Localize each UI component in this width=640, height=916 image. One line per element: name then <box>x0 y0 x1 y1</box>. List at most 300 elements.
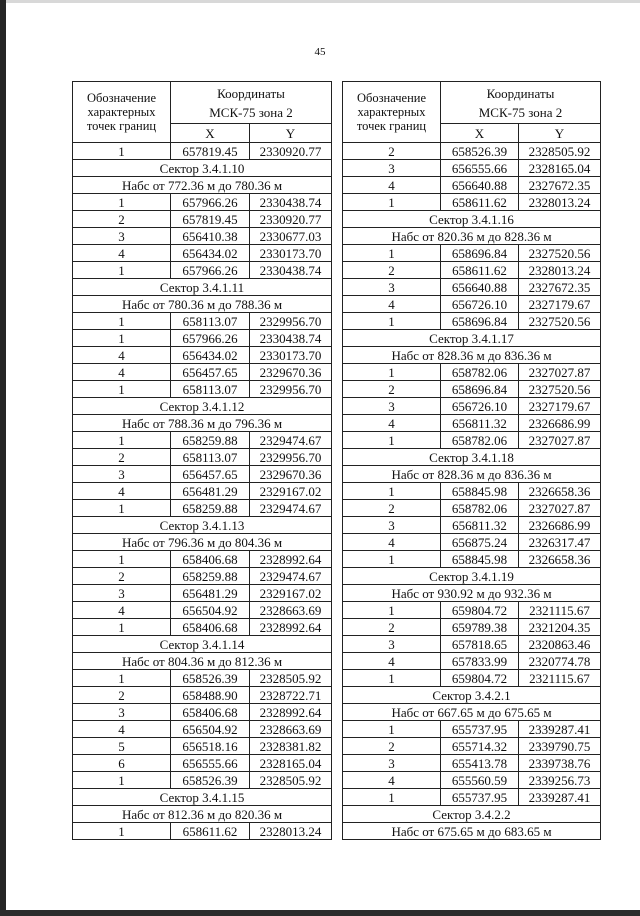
x-value: 658845.98 <box>441 551 519 568</box>
x-value: 658526.39 <box>171 772 250 789</box>
y-value: 2327027.87 <box>519 364 601 381</box>
sector-range: Набс от 667.65 м до 675.65 м <box>343 704 601 721</box>
x-value: 658406.68 <box>171 704 250 721</box>
scan-top-edge <box>0 0 640 3</box>
sector-range: Набс от 828.36 м до 836.36 м <box>343 347 601 364</box>
y-value: 2339256.73 <box>519 772 601 789</box>
table-row <box>343 262 601 279</box>
table-row <box>343 177 601 194</box>
x-value: 656410.38 <box>171 228 250 245</box>
table-row <box>73 245 332 262</box>
point-number: 1 <box>73 551 171 568</box>
x-value: 657966.26 <box>171 262 250 279</box>
y-value: 2328505.92 <box>519 143 601 160</box>
x-value: 658259.88 <box>171 500 250 517</box>
x-value: 656811.32 <box>441 517 519 534</box>
table-row <box>343 602 601 619</box>
sector-title-row <box>73 789 332 806</box>
point-number: 1 <box>73 313 171 330</box>
table-row <box>73 823 332 840</box>
x-value: 656726.10 <box>441 296 519 313</box>
x-value: 655560.59 <box>441 772 519 789</box>
x-value: 655737.95 <box>441 721 519 738</box>
y-value: 2329474.67 <box>250 500 332 517</box>
sector-title-row <box>73 160 332 177</box>
sector-title: Сектор 3.4.1.16 <box>343 211 601 228</box>
sector-title: Сектор 3.4.1.12 <box>73 398 332 415</box>
sector-title: Сектор 3.4.1.17 <box>343 330 601 347</box>
coordinates-title: Координаты <box>217 85 285 101</box>
table-row <box>73 687 332 704</box>
table-row <box>343 245 601 262</box>
point-number: 1 <box>343 483 441 500</box>
sector-range: Набс от 796.36 м до 804.36 м <box>73 534 332 551</box>
table-row <box>343 500 601 517</box>
x-value: 658526.39 <box>171 670 250 687</box>
table-row <box>73 313 332 330</box>
x-value: 658696.84 <box>441 245 519 262</box>
sector-range: Набс от 820.36 м до 828.36 м <box>343 228 601 245</box>
page-number: 45 <box>314 46 326 58</box>
point-number: 4 <box>343 296 441 313</box>
coordinates-table-right <box>342 81 601 840</box>
point-number: 1 <box>343 364 441 381</box>
table-row <box>73 228 332 245</box>
point-number: 2 <box>343 262 441 279</box>
y-value: 2327179.67 <box>519 296 601 313</box>
point-number: 4 <box>73 245 171 262</box>
x-value: 656875.24 <box>441 534 519 551</box>
point-number: 5 <box>73 738 171 755</box>
table-row <box>73 262 332 279</box>
table-row <box>343 313 601 330</box>
y-value: 2339790.75 <box>519 738 601 755</box>
point-number: 2 <box>343 381 441 398</box>
table-row <box>343 296 601 313</box>
point-number: 2 <box>343 619 441 636</box>
x-value: 659789.38 <box>441 619 519 636</box>
point-number: 2 <box>343 738 441 755</box>
sector-title: Сектор 3.4.1.10 <box>73 160 332 177</box>
point-number: 3 <box>343 755 441 772</box>
point-number: 4 <box>73 602 171 619</box>
sector-title-row <box>73 398 332 415</box>
x-value: 658782.06 <box>441 364 519 381</box>
y-value: 2329956.70 <box>250 313 332 330</box>
y-value: 2330677.03 <box>250 228 332 245</box>
sector-title-row <box>343 211 601 228</box>
point-number: 1 <box>343 670 441 687</box>
x-value: 656555.66 <box>171 755 250 772</box>
table-row <box>343 143 601 160</box>
table-row <box>343 364 601 381</box>
point-number: 2 <box>73 568 171 585</box>
y-value: 2339287.41 <box>519 789 601 806</box>
x-value: 658113.07 <box>171 381 250 398</box>
y-value: 2329167.02 <box>250 585 332 602</box>
x-value: 658782.06 <box>441 432 519 449</box>
x-value: 657966.26 <box>171 330 250 347</box>
sector-range-row <box>343 704 601 721</box>
y-value: 2329956.70 <box>250 381 332 398</box>
y-value: 2320863.46 <box>519 636 601 653</box>
x-value: 656457.65 <box>171 466 250 483</box>
sector-range-row <box>73 177 332 194</box>
point-number: 3 <box>73 585 171 602</box>
point-number: 4 <box>73 364 171 381</box>
table-row <box>73 704 332 721</box>
y-value: 2328381.82 <box>250 738 332 755</box>
y-value: 2326317.47 <box>519 534 601 551</box>
y-value: 2330438.74 <box>250 330 332 347</box>
table-row <box>343 551 601 568</box>
y-value: 2328013.24 <box>519 194 601 211</box>
sector-range-row <box>343 228 601 245</box>
y-value: 2330438.74 <box>250 194 332 211</box>
table-row <box>73 330 332 347</box>
table-row <box>73 211 332 228</box>
x-value: 655413.78 <box>441 755 519 772</box>
x-value: 658611.62 <box>441 194 519 211</box>
table-row <box>343 415 601 432</box>
sector-range: Набс от 812.36 м до 820.36 м <box>73 806 332 823</box>
table-row <box>73 670 332 687</box>
point-number: 1 <box>343 194 441 211</box>
y-value: 2320774.78 <box>519 653 601 670</box>
points-header: Обозначение характерных точек границ <box>73 82 171 143</box>
sector-range: Набс от 780.36 м до 788.36 м <box>73 296 332 313</box>
table-row <box>73 772 332 789</box>
sector-range-row <box>73 296 332 313</box>
x-value: 658611.62 <box>171 823 250 840</box>
table-row <box>73 721 332 738</box>
y-value: 2330920.77 <box>250 211 332 228</box>
sector-title-row <box>73 279 332 296</box>
x-value: 658526.39 <box>441 143 519 160</box>
sector-range-row <box>73 806 332 823</box>
table-row <box>343 721 601 738</box>
coordinates-header <box>441 82 601 124</box>
point-number: 1 <box>73 772 171 789</box>
point-number: 1 <box>343 721 441 738</box>
point-number: 1 <box>73 194 171 211</box>
x-value: 656481.29 <box>171 483 250 500</box>
y-value: 2328663.69 <box>250 602 332 619</box>
table-row <box>73 619 332 636</box>
x-value: 656555.66 <box>441 160 519 177</box>
x-value: 658782.06 <box>441 500 519 517</box>
table-row <box>73 347 332 364</box>
y-value: 2327672.35 <box>519 177 601 194</box>
point-number: 4 <box>73 721 171 738</box>
point-number: 1 <box>343 551 441 568</box>
point-number: 3 <box>73 704 171 721</box>
table-row <box>343 398 601 415</box>
table-row <box>73 568 332 585</box>
table-row <box>73 432 332 449</box>
y-value: 2327520.56 <box>519 245 601 262</box>
sector-title: Сектор 3.4.2.2 <box>343 806 601 823</box>
table-row <box>343 789 601 806</box>
point-number: 3 <box>73 466 171 483</box>
y-value: 2327672.35 <box>519 279 601 296</box>
table-row <box>343 619 601 636</box>
x-value: 657818.65 <box>441 636 519 653</box>
table-body-right <box>343 143 601 840</box>
y-value: 2327520.56 <box>519 381 601 398</box>
x-value: 658611.62 <box>441 262 519 279</box>
y-value: 2327520.56 <box>519 313 601 330</box>
table-row <box>343 517 601 534</box>
x-value: 656481.29 <box>171 585 250 602</box>
sector-range: Набс от 675.65 м до 683.65 м <box>343 823 601 840</box>
x-column-header: X <box>441 124 519 143</box>
point-number: 3 <box>343 398 441 415</box>
y-value: 2329670.36 <box>250 364 332 381</box>
point-number: 4 <box>73 483 171 500</box>
table-row <box>343 636 601 653</box>
x-value: 656640.88 <box>441 177 519 194</box>
y-value: 2328992.64 <box>250 704 332 721</box>
x-value: 656434.02 <box>171 245 250 262</box>
table-row <box>343 194 601 211</box>
x-value: 656457.65 <box>171 364 250 381</box>
table-body-left <box>73 143 332 840</box>
y-value: 2329167.02 <box>250 483 332 500</box>
table-row <box>343 738 601 755</box>
point-number: 1 <box>343 432 441 449</box>
y-column-header: Y <box>519 124 601 143</box>
point-number: 1 <box>73 262 171 279</box>
y-value: 2328663.69 <box>250 721 332 738</box>
coordinates-title: Координаты <box>486 85 555 101</box>
sector-title: Сектор 3.4.1.11 <box>73 279 332 296</box>
table-row <box>73 602 332 619</box>
y-value: 2330920.77 <box>250 143 332 160</box>
sector-title-row <box>343 806 601 823</box>
x-value: 656434.02 <box>171 347 250 364</box>
table-row <box>73 143 332 160</box>
sector-title-row <box>343 449 601 466</box>
y-value: 2328013.24 <box>250 823 332 840</box>
y-value: 2328505.92 <box>250 772 332 789</box>
x-value: 658406.68 <box>171 551 250 568</box>
point-number: 4 <box>343 177 441 194</box>
x-value: 658845.98 <box>441 483 519 500</box>
table-row <box>73 449 332 466</box>
sector-range: Набс от 772.36 м до 780.36 м <box>73 177 332 194</box>
table-row <box>343 432 601 449</box>
point-number: 2 <box>73 211 171 228</box>
sector-title-row <box>343 330 601 347</box>
point-number: 1 <box>73 143 171 160</box>
scan-left-edge <box>0 0 6 916</box>
table-row <box>73 585 332 602</box>
y-value: 2328992.64 <box>250 619 332 636</box>
y-value: 2329474.67 <box>250 568 332 585</box>
sector-range-row <box>343 823 601 840</box>
x-value: 656504.92 <box>171 602 250 619</box>
table-row <box>73 466 332 483</box>
point-number: 4 <box>343 415 441 432</box>
y-value: 2328722.71 <box>250 687 332 704</box>
table-row <box>73 381 332 398</box>
y-value: 2330438.74 <box>250 262 332 279</box>
point-number: 1 <box>73 823 171 840</box>
table-row <box>73 738 332 755</box>
x-value: 658113.07 <box>171 449 250 466</box>
x-value: 658259.88 <box>171 568 250 585</box>
table-row <box>343 670 601 687</box>
table-row <box>343 483 601 500</box>
sector-title: Сектор 3.4.1.14 <box>73 636 332 653</box>
sector-range: Набс от 788.36 м до 796.36 м <box>73 415 332 432</box>
y-value: 2321204.35 <box>519 619 601 636</box>
point-number: 4 <box>343 534 441 551</box>
point-number: 2 <box>73 449 171 466</box>
coordinates-table-left <box>72 81 332 840</box>
x-value: 657819.45 <box>171 211 250 228</box>
x-value: 658488.90 <box>171 687 250 704</box>
point-number: 2 <box>343 500 441 517</box>
x-value: 656726.10 <box>441 398 519 415</box>
table-row <box>343 279 601 296</box>
y-value: 2329474.67 <box>250 432 332 449</box>
table-row <box>73 500 332 517</box>
point-number: 1 <box>73 330 171 347</box>
points-header: Обозначение характерных точек границ <box>343 82 441 143</box>
sector-range-row <box>343 585 601 602</box>
point-number: 2 <box>343 143 441 160</box>
y-value: 2326686.99 <box>519 415 601 432</box>
sector-range: Набс от 828.36 м до 836.36 м <box>343 466 601 483</box>
scan-bottom-edge <box>0 910 640 916</box>
sector-range-row <box>73 415 332 432</box>
x-value: 658406.68 <box>171 619 250 636</box>
x-value: 657833.99 <box>441 653 519 670</box>
sector-title: Сектор 3.4.2.1 <box>343 687 601 704</box>
sector-title: Сектор 3.4.1.13 <box>73 517 332 534</box>
y-value: 2329956.70 <box>250 449 332 466</box>
y-value: 2339738.76 <box>519 755 601 772</box>
sector-range-row <box>73 534 332 551</box>
coordinate-system: МСК-75 зона 2 <box>478 104 563 120</box>
x-value: 658696.84 <box>441 381 519 398</box>
x-column-header: X <box>171 124 250 143</box>
point-number: 1 <box>73 381 171 398</box>
x-value: 655714.32 <box>441 738 519 755</box>
point-number: 3 <box>343 279 441 296</box>
table-row <box>343 534 601 551</box>
sector-title-row <box>343 687 601 704</box>
y-value: 2339287.41 <box>519 721 601 738</box>
table-row <box>343 381 601 398</box>
y-value: 2326658.36 <box>519 483 601 500</box>
sector-title: Сектор 3.4.1.15 <box>73 789 332 806</box>
y-value: 2328013.24 <box>519 262 601 279</box>
table-row <box>343 755 601 772</box>
table-row <box>343 160 601 177</box>
y-value: 2327027.87 <box>519 500 601 517</box>
y-value: 2327027.87 <box>519 432 601 449</box>
sector-range: Набс от 804.36 м до 812.36 м <box>73 653 332 670</box>
point-number: 1 <box>73 432 171 449</box>
y-value: 2328992.64 <box>250 551 332 568</box>
sector-range: Набс от 930.92 м до 932.36 м <box>343 585 601 602</box>
x-value: 659804.72 <box>441 602 519 619</box>
sector-title: Сектор 3.4.1.18 <box>343 449 601 466</box>
y-value: 2329670.36 <box>250 466 332 483</box>
sector-title-row <box>343 568 601 585</box>
x-value: 658113.07 <box>171 313 250 330</box>
y-value: 2321115.67 <box>519 670 601 687</box>
point-number: 3 <box>73 228 171 245</box>
point-number: 4 <box>343 653 441 670</box>
point-number: 1 <box>343 789 441 806</box>
x-value: 656518.16 <box>171 738 250 755</box>
y-value: 2326658.36 <box>519 551 601 568</box>
coordinate-system: МСК-75 зона 2 <box>209 104 293 120</box>
point-number: 1 <box>73 500 171 517</box>
point-number: 2 <box>73 687 171 704</box>
point-number: 3 <box>343 517 441 534</box>
point-number: 1 <box>343 245 441 262</box>
x-value: 657966.26 <box>171 194 250 211</box>
x-value: 659804.72 <box>441 670 519 687</box>
x-value: 658259.88 <box>171 432 250 449</box>
table-row <box>343 653 601 670</box>
y-value: 2327179.67 <box>519 398 601 415</box>
x-value: 657819.45 <box>171 143 250 160</box>
x-value: 655737.95 <box>441 789 519 806</box>
y-value: 2328165.04 <box>250 755 332 772</box>
table-row <box>73 551 332 568</box>
x-value: 656811.32 <box>441 415 519 432</box>
table-row <box>73 483 332 500</box>
sector-title: Сектор 3.4.1.19 <box>343 568 601 585</box>
y-column-header: Y <box>250 124 332 143</box>
sector-title-row <box>73 636 332 653</box>
x-value: 656640.88 <box>441 279 519 296</box>
point-number: 4 <box>73 347 171 364</box>
y-value: 2321115.67 <box>519 602 601 619</box>
y-value: 2328505.92 <box>250 670 332 687</box>
sector-title-row <box>73 517 332 534</box>
table-row <box>73 194 332 211</box>
sector-range-row <box>343 466 601 483</box>
sector-range-row <box>343 347 601 364</box>
y-value: 2330173.70 <box>250 347 332 364</box>
y-value: 2326686.99 <box>519 517 601 534</box>
table-row <box>73 755 332 772</box>
point-number: 1 <box>73 670 171 687</box>
y-value: 2330173.70 <box>250 245 332 262</box>
x-value: 656504.92 <box>171 721 250 738</box>
point-number: 6 <box>73 755 171 772</box>
y-value: 2328165.04 <box>519 160 601 177</box>
table-row <box>73 364 332 381</box>
table-row <box>343 772 601 789</box>
point-number: 4 <box>343 772 441 789</box>
point-number: 1 <box>343 313 441 330</box>
x-value: 658696.84 <box>441 313 519 330</box>
point-number: 3 <box>343 636 441 653</box>
coordinates-header <box>171 82 332 124</box>
sector-range-row <box>73 653 332 670</box>
point-number: 1 <box>343 602 441 619</box>
point-number: 3 <box>343 160 441 177</box>
point-number: 1 <box>73 619 171 636</box>
